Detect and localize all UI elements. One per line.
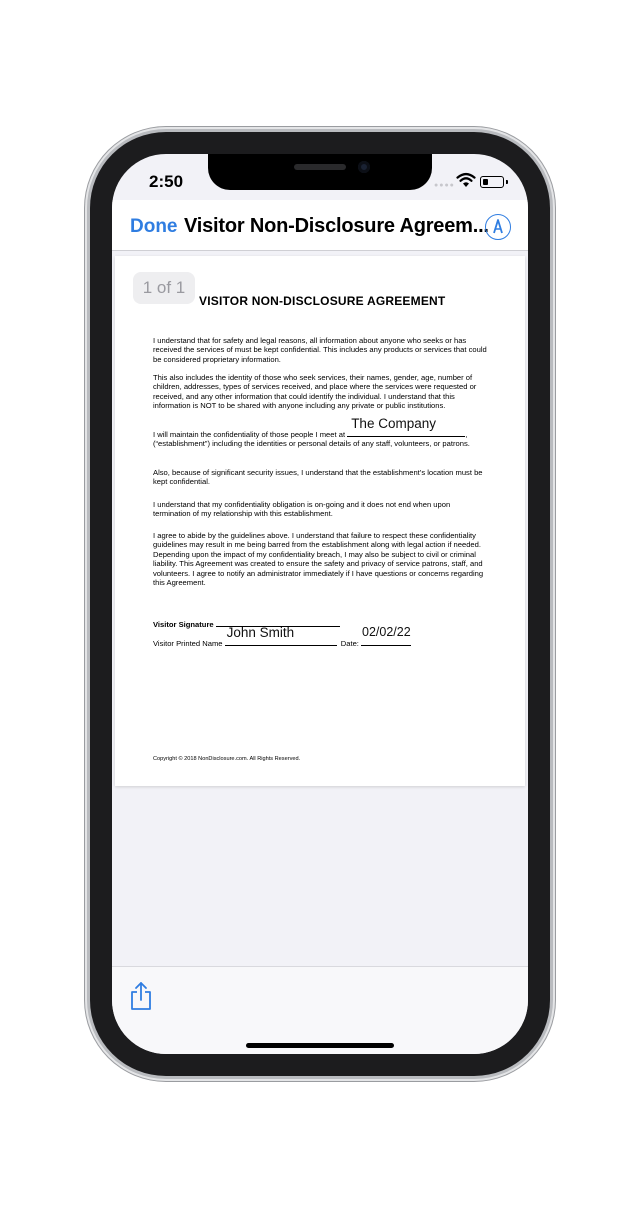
paragraph-4: Also, because of significant security issues, I understand that the establishment’s location must be kept confidential. xyxy=(153,468,483,487)
date-value: 02/02/22 xyxy=(362,625,411,639)
copyright-text: Copyright © 2018 NonDisclosure.com. All Rights Reserved. xyxy=(153,756,301,762)
signal-icon: ●●●● xyxy=(434,182,455,189)
bottom-toolbar xyxy=(112,966,528,1054)
paragraph-2: This also includes the identity of those who seek services, their names, gender, age, number of children, addresses, types of services received, and place where the services were requested or received, and any other information that could identify the individual. I understand that this information is NOT to be shared with anyone including any private or public institutions. xyxy=(153,373,477,411)
printed-name-row xyxy=(153,625,489,648)
done-button[interactable]: Done xyxy=(130,216,178,237)
nav-title: Visitor Non-Disclosure Agreem... xyxy=(184,215,489,237)
share-icon[interactable] xyxy=(129,981,153,1011)
front-camera xyxy=(358,161,370,173)
pdf-page[interactable] xyxy=(115,256,525,786)
battery-icon xyxy=(480,176,504,188)
signature-label: Visitor Signature xyxy=(153,620,214,629)
earpiece-speaker xyxy=(294,164,346,170)
printed-name-field[interactable] xyxy=(225,625,337,646)
navigation-bar xyxy=(112,200,528,251)
establishment-value: The Company xyxy=(351,416,436,431)
paragraph-1: I understand that for safety and legal reasons, all information about anyone who seeks or has received the services of must be kept confidential. This includes any products or services that could be considered proprietary information. xyxy=(153,336,487,364)
page-indicator: 1 of 1 xyxy=(133,272,195,304)
power-button xyxy=(550,374,554,486)
paragraph-6: I agree to abide by the guidelines above. I understand that failure to respect these confidentiality guidelines may result in me being barred from the establishment along with legal action if needed. Depending upon the impact of my confidentiality breach, I may also be subject to civil or criminal liability. This Agreement was created to ensure the safety and privacy of service patrons, staff, and volunteers. I agree to notify an administrator immediately if I have questions or concerns regarding this Agreement. xyxy=(153,531,484,588)
date-field[interactable] xyxy=(361,625,411,646)
status-time: 2:50 xyxy=(149,172,184,191)
printed-name-label: Visitor Printed Name xyxy=(153,639,223,648)
date-label: Date: xyxy=(340,639,359,648)
establishment-field[interactable] xyxy=(347,416,465,437)
paragraph-3 xyxy=(153,416,489,449)
notch xyxy=(208,154,432,190)
document-title: VISITOR NON-DISCLOSURE AGREEMENT xyxy=(199,294,446,308)
phone-screen xyxy=(112,154,528,1054)
wifi-icon xyxy=(456,172,476,188)
signature-row xyxy=(153,618,489,629)
markup-pen-icon[interactable] xyxy=(485,214,511,240)
home-indicator xyxy=(246,1043,394,1048)
paragraph-3-suffix: , (“establishment”) including the identities or personal details of any staff, volunteers, or patrons. xyxy=(153,430,470,449)
printed-name-value: John Smith xyxy=(226,625,295,640)
paragraph-5: I understand that my confidentiality obligation is on-going and it does not end when upon termination of my relationship with this establishment. xyxy=(153,500,451,519)
paragraph-3-prefix: I will maintain the confidentiality of those people I meet at xyxy=(153,430,346,439)
